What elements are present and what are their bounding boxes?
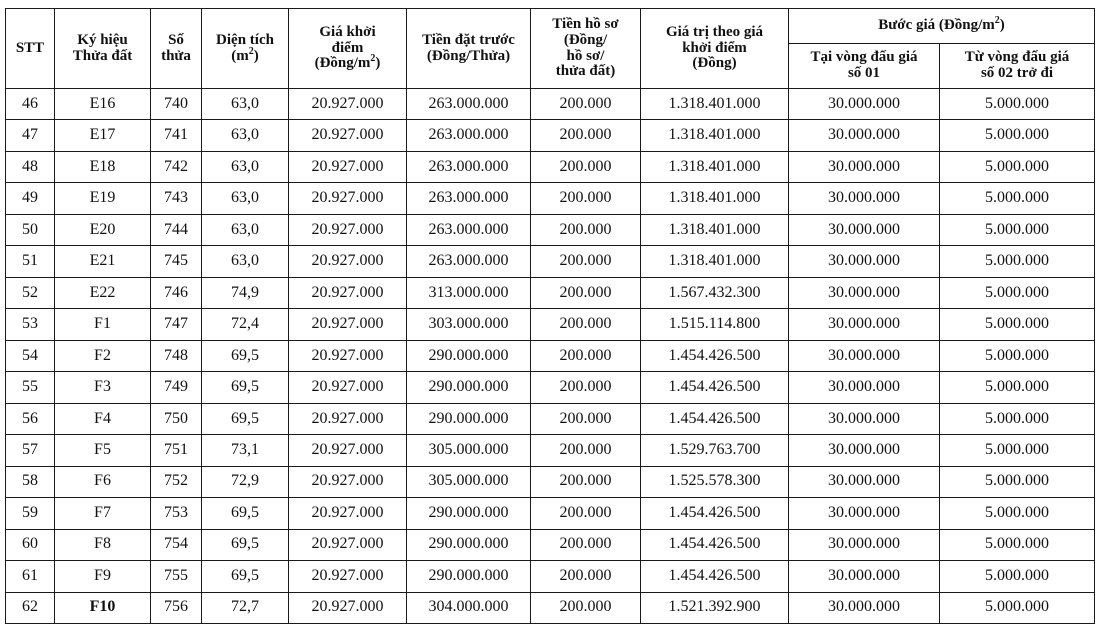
header-dien-tich <box>202 9 289 89</box>
so-thua-cell: 749 <box>151 372 202 403</box>
tien-ho-so-cell: 200.000 <box>531 246 641 277</box>
table-row <box>6 403 1095 434</box>
stt-cell: 48 <box>6 151 55 182</box>
stt-cell: 53 <box>6 309 55 340</box>
so-thua-cell: 750 <box>151 403 202 434</box>
ky-hieu-cell: E17 <box>55 120 151 151</box>
gia-khoi-diem-cell: 20.927.000 <box>289 403 407 434</box>
gia-tri-cell: 1.525.578.300 <box>641 466 789 497</box>
vong-01-cell: 30.000.000 <box>789 309 940 340</box>
table-row <box>6 214 1095 245</box>
so-thua-cell: 746 <box>151 277 202 308</box>
gia-khoi-diem-cell: 20.927.000 <box>289 183 407 214</box>
vong-01-cell: 30.000.000 <box>789 340 940 371</box>
tien-dat-truoc-cell: 263.000.000 <box>407 89 531 120</box>
header-buoc-gia-sup: 2 <box>994 15 1000 27</box>
vong-02-cell: 5.000.000 <box>940 214 1095 245</box>
dien-tich-cell: 63,0 <box>202 89 289 120</box>
ky-hieu-cell: E20 <box>55 214 151 245</box>
header-row-top <box>6 9 1095 44</box>
dien-tich-cell: 73,1 <box>202 435 289 466</box>
tien-dat-truoc-cell: 304.000.000 <box>407 592 531 624</box>
table-header <box>6 9 1095 89</box>
gia-khoi-diem-cell: 20.927.000 <box>289 592 407 624</box>
vong-01-cell: 30.000.000 <box>789 246 940 277</box>
gia-tri-cell: 1.318.401.000 <box>641 214 789 245</box>
header-tien-ho-so <box>531 9 641 89</box>
so-thua-cell: 745 <box>151 246 202 277</box>
tien-ho-so-cell: 200.000 <box>531 403 641 434</box>
tien-ho-so-cell: 200.000 <box>531 183 641 214</box>
header-dien-tich-close: ) <box>253 47 259 64</box>
header-tien-ho-so-line4: thửa đất) <box>555 63 616 80</box>
table-row <box>6 183 1095 214</box>
header-gia-tri-line1: Giá trị theo giá <box>665 23 764 40</box>
stt-cell: 55 <box>6 372 55 403</box>
so-thua-cell: 752 <box>151 466 202 497</box>
tien-dat-truoc-cell: 290.000.000 <box>407 498 531 529</box>
tien-ho-so-cell: 200.000 <box>531 277 641 308</box>
tien-dat-truoc-cell: 290.000.000 <box>407 403 531 434</box>
so-thua-cell: 747 <box>151 309 202 340</box>
so-thua-cell: 741 <box>151 120 202 151</box>
header-stt <box>6 9 55 89</box>
so-thua-cell: 744 <box>151 214 202 245</box>
vong-01-cell: 30.000.000 <box>789 151 940 182</box>
header-vong-01-line2: số 01 <box>847 65 881 81</box>
so-thua-cell: 751 <box>151 435 202 466</box>
gia-khoi-diem-cell: 20.927.000 <box>289 246 407 277</box>
header-tien-dat-truoc <box>407 9 531 89</box>
vong-01-cell: 30.000.000 <box>789 529 940 560</box>
header-so-thua-line1: Số <box>168 31 184 48</box>
table-body <box>6 89 1095 624</box>
ky-hieu-cell: F1 <box>55 309 151 340</box>
table-row <box>6 309 1095 340</box>
ky-hieu-cell: F6 <box>55 466 151 497</box>
vong-02-cell: 5.000.000 <box>940 151 1095 182</box>
table-row <box>6 372 1095 403</box>
tien-dat-truoc-cell: 290.000.000 <box>407 372 531 403</box>
header-gia-khoi-diem-line2: điểm <box>331 39 364 56</box>
tien-dat-truoc-cell: 263.000.000 <box>407 246 531 277</box>
tien-ho-so-cell: 200.000 <box>531 592 641 624</box>
header-gia-tri-line3: (Đồng) <box>692 55 737 72</box>
stt-cell: 57 <box>6 435 55 466</box>
vong-02-cell: 5.000.000 <box>940 183 1095 214</box>
dien-tich-cell: 69,5 <box>202 561 289 592</box>
so-thua-cell: 743 <box>151 183 202 214</box>
gia-khoi-diem-cell: 20.927.000 <box>289 309 407 340</box>
stt-cell: 58 <box>6 466 55 497</box>
vong-01-cell: 30.000.000 <box>789 498 940 529</box>
vong-01-cell: 30.000.000 <box>789 183 940 214</box>
tien-dat-truoc-cell: 305.000.000 <box>407 435 531 466</box>
dien-tich-cell: 69,5 <box>202 403 289 434</box>
vong-02-cell: 5.000.000 <box>940 340 1095 371</box>
tien-ho-so-cell: 200.000 <box>531 529 641 560</box>
header-dien-tich-line1: Diện tích <box>216 31 274 48</box>
so-thua-cell: 742 <box>151 151 202 182</box>
vong-01-cell: 30.000.000 <box>789 466 940 497</box>
dien-tich-cell: 72,9 <box>202 466 289 497</box>
tien-ho-so-cell: 200.000 <box>531 561 641 592</box>
header-vong-01 <box>789 44 940 89</box>
header-gia-khoi-diem <box>289 9 407 89</box>
header-tien-ho-so-line3: hồ sơ/ <box>566 47 605 64</box>
header-gia-khoi-diem-unit: (Đồng/m <box>314 55 371 72</box>
tien-dat-truoc-cell: 290.000.000 <box>407 561 531 592</box>
gia-khoi-diem-cell: 20.927.000 <box>289 89 407 120</box>
stt-cell: 61 <box>6 561 55 592</box>
dien-tich-cell: 72,7 <box>202 592 289 624</box>
vong-01-cell: 30.000.000 <box>789 561 940 592</box>
stt-cell: 47 <box>6 120 55 151</box>
gia-khoi-diem-cell: 20.927.000 <box>289 151 407 182</box>
stt-cell: 60 <box>6 529 55 560</box>
table-row <box>6 466 1095 497</box>
dien-tich-cell: 63,0 <box>202 151 289 182</box>
vong-01-cell: 30.000.000 <box>789 592 940 624</box>
gia-tri-cell: 1.318.401.000 <box>641 246 789 277</box>
gia-khoi-diem-cell: 20.927.000 <box>289 435 407 466</box>
so-thua-cell: 755 <box>151 561 202 592</box>
gia-tri-cell: 1.454.426.500 <box>641 372 789 403</box>
tien-ho-so-cell: 200.000 <box>531 340 641 371</box>
header-dien-tich-unit: (m <box>231 47 249 64</box>
header-gia-tri-line2: khởi điểm <box>682 39 747 56</box>
tien-dat-truoc-cell: 263.000.000 <box>407 120 531 151</box>
header-buoc-gia <box>789 9 1095 44</box>
tien-dat-truoc-cell: 303.000.000 <box>407 309 531 340</box>
gia-khoi-diem-cell: 20.927.000 <box>289 529 407 560</box>
gia-tri-cell: 1.454.426.500 <box>641 529 789 560</box>
gia-tri-cell: 1.521.392.900 <box>641 592 789 624</box>
vong-01-cell: 30.000.000 <box>789 120 940 151</box>
land-auction-table <box>5 8 1095 624</box>
tien-ho-so-cell: 200.000 <box>531 120 641 151</box>
vong-02-cell: 5.000.000 <box>940 120 1095 151</box>
dien-tich-cell: 63,0 <box>202 183 289 214</box>
header-buoc-gia-label: Bước giá (Đồng/m <box>878 17 995 34</box>
gia-tri-cell: 1.515.114.800 <box>641 309 789 340</box>
gia-khoi-diem-cell: 20.927.000 <box>289 372 407 403</box>
dien-tich-cell: 69,5 <box>202 498 289 529</box>
vong-02-cell: 5.000.000 <box>940 372 1095 403</box>
vong-02-cell: 5.000.000 <box>940 466 1095 497</box>
gia-khoi-diem-cell: 20.927.000 <box>289 340 407 371</box>
header-gia-khoi-diem-line1: Giá khởi <box>319 23 376 40</box>
header-vong-02 <box>940 44 1095 89</box>
vong-01-cell: 30.000.000 <box>789 403 940 434</box>
tien-dat-truoc-cell: 305.000.000 <box>407 466 531 497</box>
so-thua-cell: 756 <box>151 592 202 624</box>
table-row <box>6 561 1095 592</box>
vong-02-cell: 5.000.000 <box>940 561 1095 592</box>
header-ky-hieu-line2: Thửa đất <box>72 47 133 64</box>
dien-tich-cell: 63,0 <box>202 214 289 245</box>
tien-ho-so-cell: 200.000 <box>531 151 641 182</box>
header-buoc-gia-close: ) <box>999 17 1005 34</box>
tien-ho-so-cell: 200.000 <box>531 309 641 340</box>
table-row <box>6 277 1095 308</box>
table-row <box>6 529 1095 560</box>
stt-cell: 46 <box>6 89 55 120</box>
so-thua-cell: 753 <box>151 498 202 529</box>
gia-tri-cell: 1.318.401.000 <box>641 89 789 120</box>
tien-ho-so-cell: 200.000 <box>531 372 641 403</box>
tien-dat-truoc-cell: 263.000.000 <box>407 183 531 214</box>
dien-tich-cell: 69,5 <box>202 340 289 371</box>
table-row <box>6 89 1095 120</box>
ky-hieu-cell: F5 <box>55 435 151 466</box>
dien-tich-cell: 63,0 <box>202 246 289 277</box>
tien-dat-truoc-cell: 290.000.000 <box>407 529 531 560</box>
header-tien-dat-truoc-line1: Tiền đặt trước <box>422 31 515 48</box>
ky-hieu-cell: F7 <box>55 498 151 529</box>
header-ky-hieu <box>55 9 151 89</box>
vong-02-cell: 5.000.000 <box>940 529 1095 560</box>
table-row <box>6 435 1095 466</box>
vong-02-cell: 5.000.000 <box>940 498 1095 529</box>
gia-khoi-diem-cell: 20.927.000 <box>289 561 407 592</box>
header-so-thua-line2: thửa <box>161 47 191 64</box>
ky-hieu-cell: F2 <box>55 340 151 371</box>
ky-hieu-cell: E22 <box>55 277 151 308</box>
ky-hieu-cell: F9 <box>55 561 151 592</box>
ky-hieu-cell: E16 <box>55 89 151 120</box>
gia-tri-cell: 1.318.401.000 <box>641 151 789 182</box>
vong-02-cell: 5.000.000 <box>940 89 1095 120</box>
stt-cell: 51 <box>6 246 55 277</box>
tien-ho-so-cell: 200.000 <box>531 89 641 120</box>
vong-01-cell: 30.000.000 <box>789 277 940 308</box>
header-tien-ho-so-line1: Tiền hồ sơ <box>552 16 619 32</box>
gia-tri-cell: 1.454.426.500 <box>641 498 789 529</box>
vong-02-cell: 5.000.000 <box>940 277 1095 308</box>
table-row <box>6 151 1095 182</box>
vong-01-cell: 30.000.000 <box>789 89 940 120</box>
table-row <box>6 340 1095 371</box>
tien-dat-truoc-cell: 263.000.000 <box>407 214 531 245</box>
ky-hieu-cell: F10 <box>55 592 151 624</box>
so-thua-cell: 754 <box>151 529 202 560</box>
header-vong-02-line2: số 02 trở đi <box>980 65 1054 81</box>
dien-tich-cell: 72,4 <box>202 309 289 340</box>
gia-tri-cell: 1.454.426.500 <box>641 340 789 371</box>
tien-ho-so-cell: 200.000 <box>531 435 641 466</box>
stt-cell: 52 <box>6 277 55 308</box>
gia-tri-cell: 1.567.432.300 <box>641 277 789 308</box>
stt-cell: 49 <box>6 183 55 214</box>
header-gia-khoi-diem-close: ) <box>375 55 381 72</box>
vong-01-cell: 30.000.000 <box>789 435 940 466</box>
tien-dat-truoc-cell: 290.000.000 <box>407 340 531 371</box>
stt-cell: 50 <box>6 214 55 245</box>
ky-hieu-cell: E21 <box>55 246 151 277</box>
header-tien-ho-so-line2: (Đồng/ <box>563 31 608 48</box>
ky-hieu-cell: F3 <box>55 372 151 403</box>
dien-tich-cell: 63,0 <box>202 120 289 151</box>
gia-tri-cell: 1.318.401.000 <box>641 183 789 214</box>
header-stt-label: STT <box>15 39 45 56</box>
gia-tri-cell: 1.454.426.500 <box>641 561 789 592</box>
vong-02-cell: 5.000.000 <box>940 403 1095 434</box>
so-thua-cell: 740 <box>151 89 202 120</box>
gia-tri-cell: 1.529.763.700 <box>641 435 789 466</box>
gia-khoi-diem-cell: 20.927.000 <box>289 498 407 529</box>
stt-cell: 56 <box>6 403 55 434</box>
gia-khoi-diem-cell: 20.927.000 <box>289 277 407 308</box>
header-tien-dat-truoc-line2: (Đồng/Thửa) <box>426 47 511 64</box>
gia-khoi-diem-cell: 20.927.000 <box>289 120 407 151</box>
table-row <box>6 246 1095 277</box>
header-gia-khoi-diem-sup: 2 <box>370 53 376 65</box>
vong-02-cell: 5.000.000 <box>940 246 1095 277</box>
header-vong-02-line1: Từ vòng đấu giá <box>964 49 1070 66</box>
vong-02-cell: 5.000.000 <box>940 592 1095 624</box>
stt-cell: 54 <box>6 340 55 371</box>
ky-hieu-cell: F8 <box>55 529 151 560</box>
ky-hieu-cell: E19 <box>55 183 151 214</box>
ky-hieu-cell: F4 <box>55 403 151 434</box>
table-row <box>6 498 1095 529</box>
gia-tri-cell: 1.454.426.500 <box>641 403 789 434</box>
vong-02-cell: 5.000.000 <box>940 435 1095 466</box>
header-vong-01-line1: Tại vòng đấu giá <box>810 49 918 66</box>
dien-tich-cell: 69,5 <box>202 529 289 560</box>
header-dien-tich-sup: 2 <box>248 45 254 57</box>
so-thua-cell: 748 <box>151 340 202 371</box>
vong-02-cell: 5.000.000 <box>940 309 1095 340</box>
gia-khoi-diem-cell: 20.927.000 <box>289 214 407 245</box>
gia-khoi-diem-cell: 20.927.000 <box>289 466 407 497</box>
tien-dat-truoc-cell: 263.000.000 <box>407 151 531 182</box>
table-row <box>6 592 1095 624</box>
dien-tich-cell: 69,5 <box>202 372 289 403</box>
dien-tich-cell: 74,9 <box>202 277 289 308</box>
tien-dat-truoc-cell: 313.000.000 <box>407 277 531 308</box>
header-ky-hieu-line1: Ký hiệu <box>77 31 128 48</box>
header-so-thua <box>151 9 202 89</box>
vong-01-cell: 30.000.000 <box>789 372 940 403</box>
tien-ho-so-cell: 200.000 <box>531 498 641 529</box>
stt-cell: 62 <box>6 592 55 624</box>
header-gia-tri <box>641 9 789 89</box>
vong-01-cell: 30.000.000 <box>789 214 940 245</box>
tien-ho-so-cell: 200.000 <box>531 214 641 245</box>
tien-ho-so-cell: 200.000 <box>531 466 641 497</box>
ky-hieu-cell: E18 <box>55 151 151 182</box>
stt-cell: 59 <box>6 498 55 529</box>
gia-tri-cell: 1.318.401.000 <box>641 120 789 151</box>
table-row <box>6 120 1095 151</box>
